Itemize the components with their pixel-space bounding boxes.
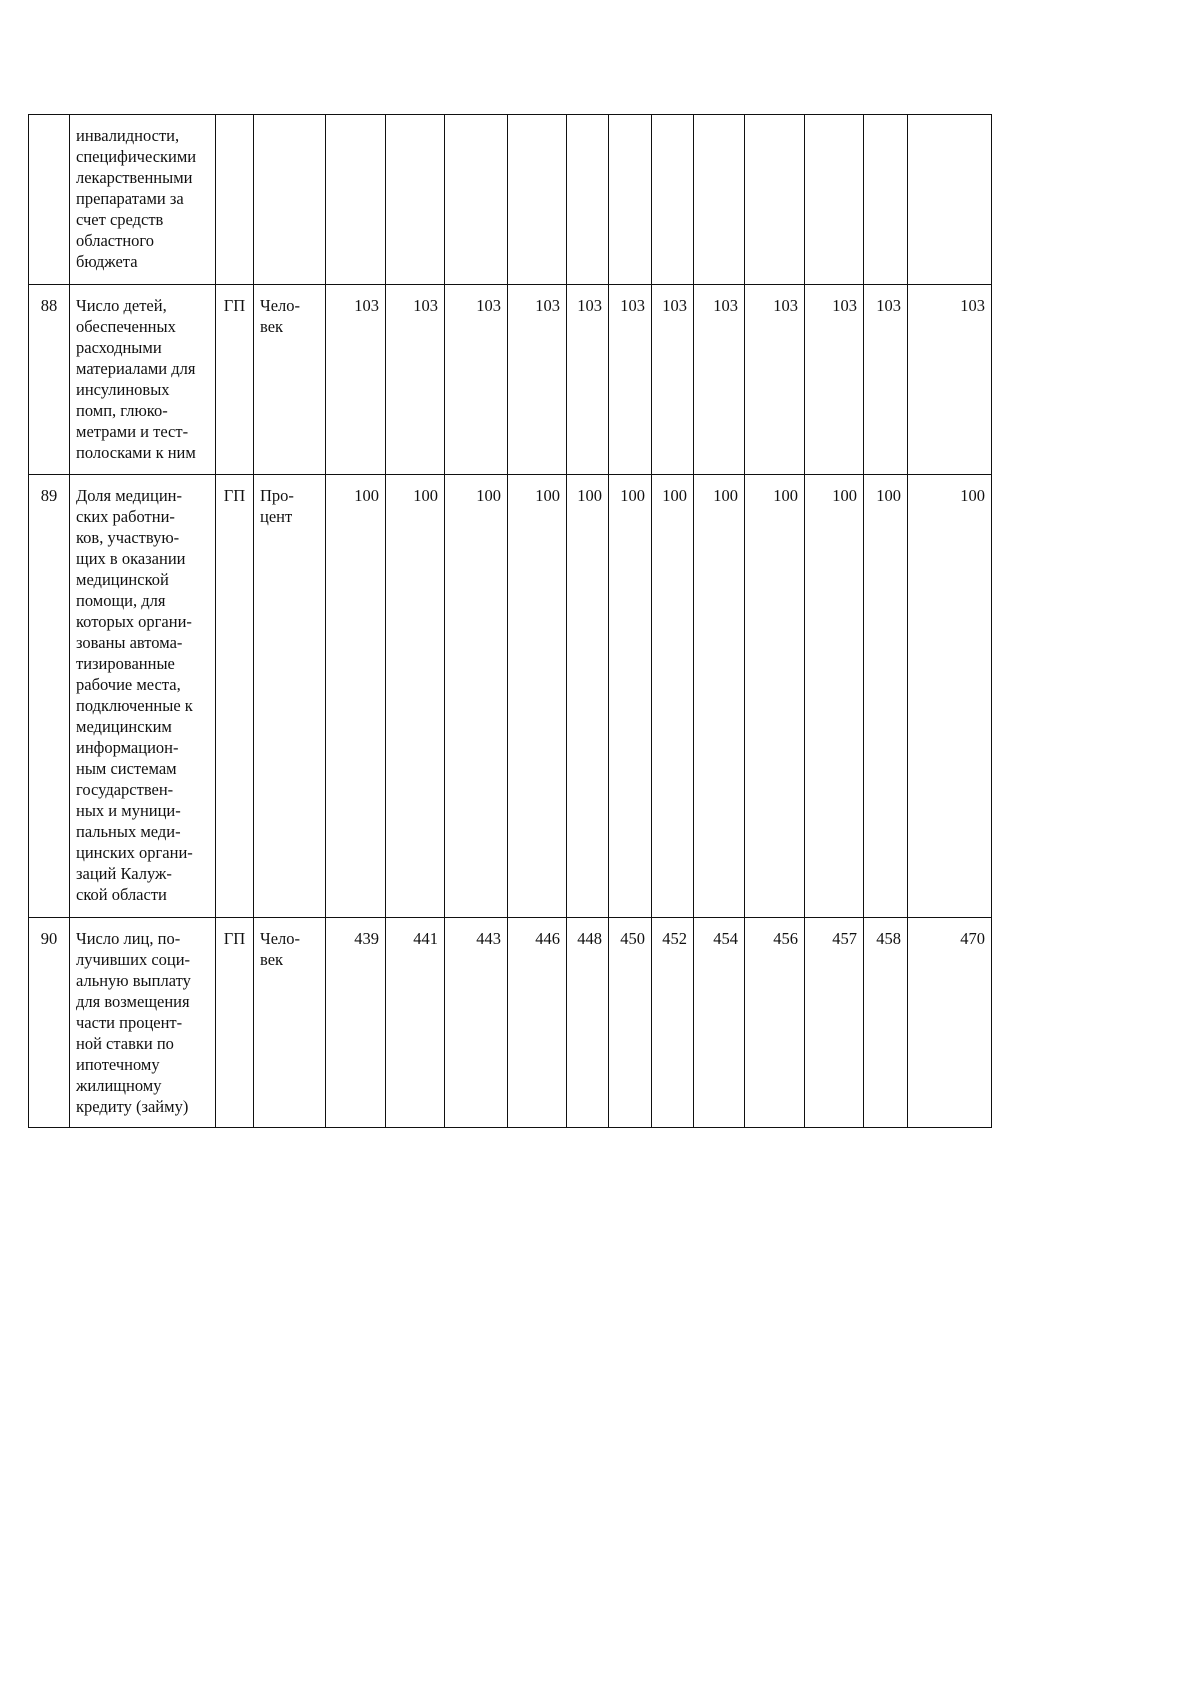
indicator-name-cell: Число детей, обеспеченных расходными материалами для инсулиновых помп, глюко- метрами и тест- полосками к ним [70, 285, 216, 475]
value-cell: 446 [508, 918, 567, 1128]
value-cell [326, 115, 386, 285]
row-number-cell [29, 115, 70, 285]
table-row [29, 285, 992, 475]
value-cell: 103 [609, 285, 652, 475]
value-cell: 103 [445, 285, 508, 475]
value-cell: 450 [609, 918, 652, 1128]
value-cell: 100 [508, 475, 567, 918]
value-cell: 103 [567, 285, 609, 475]
value-cell: 103 [326, 285, 386, 475]
unit-cell: Чело- век [254, 918, 326, 1128]
source-cell: ГП [216, 918, 254, 1128]
row-number-cell: 88 [29, 285, 70, 475]
value-cell: 100 [694, 475, 745, 918]
source-cell: ГП [216, 475, 254, 918]
source-cell: ГП [216, 285, 254, 475]
value-cell: 103 [508, 285, 567, 475]
value-cell: 443 [445, 918, 508, 1128]
value-cell: 100 [745, 475, 805, 918]
value-cell: 100 [864, 475, 908, 918]
indicators-table [28, 114, 992, 1128]
value-cell: 100 [326, 475, 386, 918]
value-cell: 100 [805, 475, 864, 918]
value-cell [908, 115, 992, 285]
value-cell [694, 115, 745, 285]
value-cell: 103 [694, 285, 745, 475]
value-cell: 439 [326, 918, 386, 1128]
indicator-name-cell: Доля медицин- ских работни- ков, участвую- щих в оказании медицинской помощи, для которых органи- зованы автома- тизированные рабочие места, подключенные к медицинским информацион- ным системам государствен- ных и муници- пальных меди- цинских органи- заций Калуж- ской области [70, 475, 216, 918]
table-row [29, 918, 992, 1128]
value-cell: 457 [805, 918, 864, 1128]
unit-cell [254, 115, 326, 285]
value-cell: 103 [386, 285, 445, 475]
value-cell [745, 115, 805, 285]
value-cell: 100 [609, 475, 652, 918]
value-cell: 100 [445, 475, 508, 918]
value-cell: 103 [745, 285, 805, 475]
table-row [29, 115, 992, 285]
value-cell: 454 [694, 918, 745, 1128]
value-cell [805, 115, 864, 285]
source-cell [216, 115, 254, 285]
value-cell: 100 [908, 475, 992, 918]
value-cell: 458 [864, 918, 908, 1128]
row-number-cell: 90 [29, 918, 70, 1128]
value-cell [609, 115, 652, 285]
value-cell: 448 [567, 918, 609, 1128]
value-cell: 441 [386, 918, 445, 1128]
value-cell: 100 [386, 475, 445, 918]
unit-cell: Про- цент [254, 475, 326, 918]
value-cell: 456 [745, 918, 805, 1128]
value-cell: 103 [805, 285, 864, 475]
table-row [29, 475, 992, 918]
value-cell [567, 115, 609, 285]
value-cell: 100 [567, 475, 609, 918]
value-cell [445, 115, 508, 285]
indicator-name-cell: Число лиц, по- лучивших соци- альную выплату для возмещения части процент- ной ставки по ипотечному жилищному кредиту (займу) [70, 918, 216, 1128]
value-cell [508, 115, 567, 285]
value-cell: 100 [652, 475, 694, 918]
table-body [29, 115, 992, 1128]
unit-cell: Чело- век [254, 285, 326, 475]
value-cell: 103 [908, 285, 992, 475]
row-number-cell: 89 [29, 475, 70, 918]
value-cell: 452 [652, 918, 694, 1128]
value-cell [652, 115, 694, 285]
indicator-name-cell: инвалидности, специфическими лекарственными препаратами за счет средств областного бюджета [70, 115, 216, 285]
value-cell [864, 115, 908, 285]
value-cell: 470 [908, 918, 992, 1128]
value-cell [386, 115, 445, 285]
value-cell: 103 [652, 285, 694, 475]
value-cell: 103 [864, 285, 908, 475]
